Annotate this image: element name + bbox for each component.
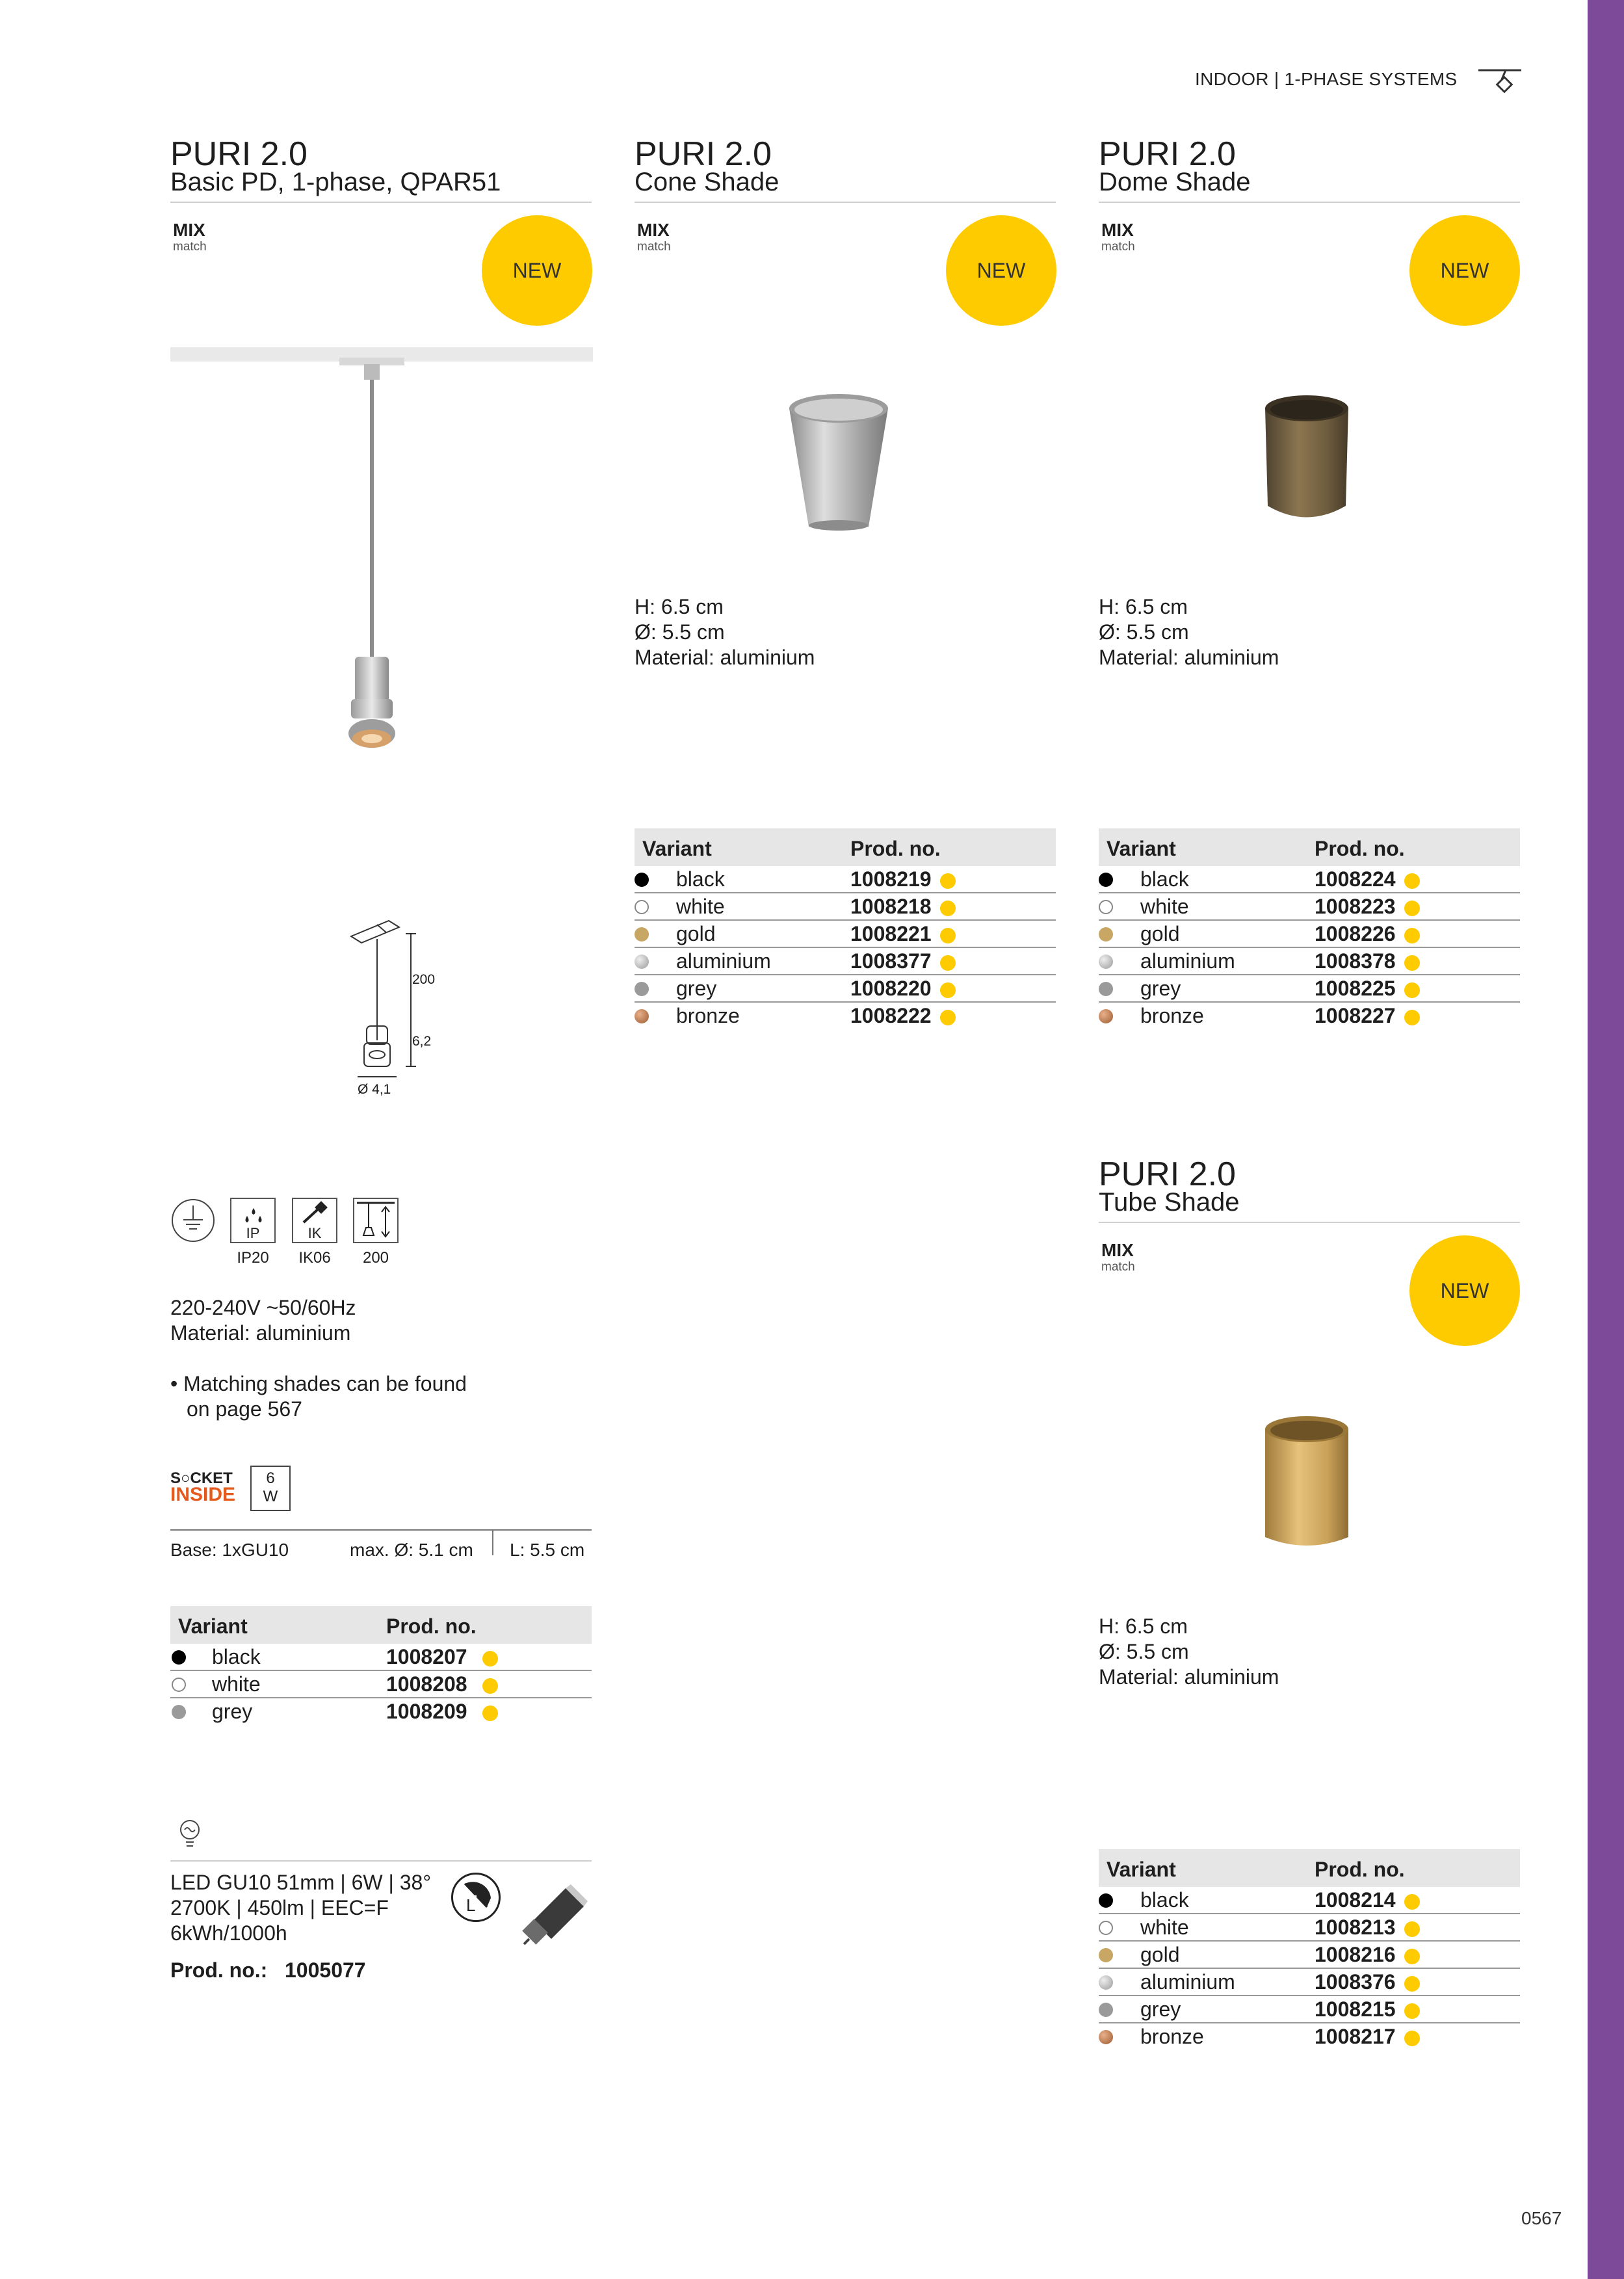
variant-table <box>1099 828 1520 1029</box>
ip-rating-label: IP20 <box>237 1249 269 1267</box>
variant-name: grey <box>1140 977 1181 1000</box>
variant-column-header: Variant <box>1107 1858 1176 1881</box>
mix-label: MIX <box>1101 220 1134 240</box>
shades-note-line1: • Matching shades can be found <box>170 1372 467 1395</box>
color-swatch <box>1099 1975 1113 1990</box>
variant-name: black <box>676 867 725 891</box>
tube-shade-image <box>1255 1410 1359 1553</box>
length-spec: L: 5.5 cm <box>510 1540 585 1560</box>
table-row <box>635 866 1056 893</box>
cable-length-icon <box>353 1198 399 1243</box>
variant-name: grey <box>212 1700 253 1723</box>
variant-column-header: Variant <box>642 837 712 860</box>
product-number: 1008222 <box>850 1004 932 1027</box>
product-number: 1008226 <box>1315 922 1396 945</box>
variant-name: aluminium <box>1140 1970 1235 1994</box>
availability-dot <box>940 873 956 889</box>
table-row <box>170 1698 592 1724</box>
color-swatch <box>1099 2030 1113 2044</box>
table-row <box>1099 948 1520 975</box>
table-row <box>1099 1969 1520 1996</box>
product-title: PURI 2.0 <box>635 135 772 173</box>
product-title: PURI 2.0 <box>1099 1155 1236 1193</box>
variant-name: gold <box>676 922 716 945</box>
color-swatch <box>635 900 649 914</box>
availability-dot <box>1404 873 1420 889</box>
socket-wattage: 6 <box>266 1469 275 1487</box>
product-number: 1008209 <box>386 1700 467 1723</box>
mix-sublabel: match <box>637 240 671 254</box>
dimension-head: 6,2 <box>412 1034 432 1049</box>
variant-column-header: Variant <box>1107 837 1176 860</box>
lamp-icon <box>177 1819 203 1849</box>
color-swatch <box>635 927 649 942</box>
color-swatch <box>1099 982 1113 996</box>
height-spec: H: 6.5 cm <box>1099 595 1188 618</box>
table-header <box>1099 828 1520 866</box>
mix-sublabel: match <box>173 240 207 254</box>
color-swatch <box>635 873 649 887</box>
table-header <box>635 828 1056 866</box>
gu10-bulb-image <box>520 1882 592 1947</box>
diameter-spec: Ø: 5.5 cm <box>1099 620 1189 644</box>
base-row-rule <box>170 1529 592 1531</box>
table-row <box>635 1003 1056 1029</box>
voltage-spec: 220-240V ~50/60Hz <box>170 1296 356 1319</box>
product-subtitle: Dome Shade <box>1099 168 1251 196</box>
product-number: 1008376 <box>1315 1970 1396 1994</box>
variant-name: bronze <box>1140 2025 1204 2048</box>
variant-name: grey <box>676 977 717 1000</box>
base-row-separator <box>492 1529 493 1555</box>
prod-no-column-header: Prod. no. <box>386 1614 477 1638</box>
table-row <box>1099 975 1520 1003</box>
product-number: 1008219 <box>850 867 932 891</box>
product-number: 1008213 <box>1315 1916 1396 1939</box>
height-spec: H: 6.5 cm <box>1099 1614 1188 1638</box>
availability-dot <box>1404 2003 1420 2019</box>
availability-dot <box>1404 1894 1420 1910</box>
dimmable-symbol: L <box>466 1895 476 1915</box>
diameter-spec: Ø: 5.5 cm <box>635 620 725 644</box>
product-number: 1008218 <box>850 895 932 918</box>
color-swatch <box>1099 1893 1113 1908</box>
availability-dot <box>1404 1976 1420 1992</box>
dimmable-icon <box>451 1873 501 1922</box>
pendant-product-image <box>170 345 593 761</box>
title-divider <box>635 202 1056 203</box>
title-divider <box>1099 1222 1520 1223</box>
table-row <box>1099 866 1520 893</box>
availability-dot <box>1404 901 1420 916</box>
product-number: 1008221 <box>850 922 932 945</box>
product-number: 1008208 <box>386 1672 467 1696</box>
product-subtitle: Cone Shade <box>635 168 779 196</box>
color-swatch <box>1099 2003 1113 2017</box>
color-swatch <box>172 1650 186 1665</box>
variant-table <box>170 1606 592 1724</box>
track-system-icon <box>1476 64 1524 94</box>
variant-table <box>1099 1849 1520 2049</box>
product-number: 1008217 <box>1315 2025 1396 2048</box>
color-swatch <box>1099 873 1113 887</box>
variant-name: bronze <box>1140 1004 1204 1027</box>
max-diameter: max. Ø: 5.1 cm <box>350 1540 473 1560</box>
socket-inside-logo-line1: S○CKET <box>170 1469 233 1487</box>
availability-dot <box>1404 1921 1420 1937</box>
ik-rating-icon: IK <box>292 1198 337 1243</box>
variant-name: aluminium <box>1140 949 1235 973</box>
variant-name: grey <box>1140 1997 1181 2021</box>
mix-label: MIX <box>637 220 670 240</box>
variant-column-header: Variant <box>178 1614 248 1638</box>
availability-dot <box>940 955 956 971</box>
dome-shade-image <box>1255 389 1359 533</box>
table-header <box>1099 1849 1520 1887</box>
table-row <box>635 975 1056 1003</box>
availability-dot <box>940 928 956 943</box>
availability-dot <box>1404 982 1420 998</box>
title-divider <box>1099 202 1520 203</box>
prod-no-column-header: Prod. no. <box>1315 1858 1405 1881</box>
material-spec: Material: aluminium <box>635 646 815 669</box>
dimension-drawing <box>338 910 442 1105</box>
availability-dot <box>1404 1949 1420 1964</box>
product-number: 1008223 <box>1315 895 1396 918</box>
availability-dot <box>940 982 956 998</box>
socket-inside-logo-line2: INSIDE <box>170 1484 236 1505</box>
product-subtitle: Tube Shade <box>1099 1188 1240 1217</box>
dimension-diameter: Ø 4,1 <box>358 1082 391 1097</box>
variant-name: gold <box>1140 922 1180 945</box>
product-number: 1008214 <box>1315 1888 1396 1912</box>
product-number: 1008215 <box>1315 1997 1396 2021</box>
prod-no-column-header: Prod. no. <box>1315 837 1405 860</box>
availability-dot <box>482 1706 498 1721</box>
product-number: 1008378 <box>1315 949 1396 973</box>
product-number: 1008207 <box>386 1645 467 1668</box>
color-swatch <box>172 1705 186 1719</box>
socket-wattage-box <box>250 1466 291 1511</box>
variant-name: bronze <box>676 1004 740 1027</box>
availability-dot <box>1404 928 1420 943</box>
table-row <box>1099 893 1520 921</box>
color-swatch <box>1099 927 1113 942</box>
color-swatch <box>1099 955 1113 969</box>
color-swatch <box>1099 900 1113 914</box>
product-title: PURI 2.0 <box>170 135 308 173</box>
table-header <box>170 1606 592 1644</box>
cone-shade-image <box>780 390 897 533</box>
dimension-height: 200 <box>412 972 436 987</box>
product-title: PURI 2.0 <box>1099 135 1236 173</box>
availability-dot <box>940 1010 956 1025</box>
prod-no-column-header: Prod. no. <box>850 837 941 860</box>
product-number: 1008377 <box>850 949 932 973</box>
height-spec: H: 6.5 cm <box>635 595 724 618</box>
product-subtitle: Basic PD, 1-phase, QPAR51 <box>170 168 501 196</box>
table-row <box>635 948 1056 975</box>
ip-rating-icon: IP <box>230 1198 276 1243</box>
product-number: 1008216 <box>1315 1943 1396 1966</box>
lamp-prod-number: 1005077 <box>285 1958 366 1982</box>
lamp-spec-line2: 2700K | 450lm | EEC=F <box>170 1896 389 1919</box>
socket-wattage-unit: W <box>263 1488 278 1505</box>
variant-name: black <box>1140 1888 1189 1912</box>
availability-dot <box>482 1651 498 1666</box>
variant-name: white <box>676 895 725 918</box>
product-number: 1008220 <box>850 977 932 1000</box>
page-number: 0567 <box>1521 2208 1562 2228</box>
section-sidebar <box>1588 0 1624 2279</box>
new-badge: NEW <box>1409 215 1520 326</box>
mix-label: MIX <box>173 220 205 240</box>
table-row <box>1099 2023 1520 2049</box>
table-row <box>1099 921 1520 948</box>
mix-label: MIX <box>1101 1240 1134 1260</box>
cable-length-label: 200 <box>362 1249 389 1267</box>
table-row <box>1099 1942 1520 1969</box>
lamp-divider <box>170 1860 592 1862</box>
mix-sublabel: match <box>1101 1260 1135 1274</box>
material-spec: Material: aluminium <box>1099 1665 1279 1689</box>
new-badge: NEW <box>1409 1235 1520 1346</box>
color-swatch <box>635 955 649 969</box>
mix-sublabel: match <box>1101 240 1135 254</box>
availability-dot <box>1404 1010 1420 1025</box>
product-number: 1008224 <box>1315 867 1396 891</box>
availability-dot <box>940 901 956 916</box>
table-row <box>1099 1996 1520 2023</box>
color-swatch <box>1099 1009 1113 1023</box>
color-swatch <box>635 982 649 996</box>
lamp-prod-label: Prod. no.: <box>170 1958 268 1982</box>
shades-note-line2: on page 567 <box>187 1397 302 1421</box>
color-swatch <box>1099 1921 1113 1935</box>
table-row <box>1099 1887 1520 1914</box>
new-badge: NEW <box>482 215 592 326</box>
title-divider <box>170 202 592 203</box>
color-swatch <box>172 1678 186 1692</box>
new-badge: NEW <box>946 215 1056 326</box>
color-swatch <box>1099 1948 1113 1962</box>
variant-name: white <box>212 1672 261 1696</box>
variant-table <box>635 828 1056 1029</box>
color-swatch <box>635 1009 649 1023</box>
variant-name: gold <box>1140 1943 1180 1966</box>
product-number: 1008227 <box>1315 1004 1396 1027</box>
availability-dot <box>1404 2031 1420 2046</box>
availability-dot <box>1404 955 1420 971</box>
variant-name: white <box>1140 1916 1189 1939</box>
table-row <box>1099 1003 1520 1029</box>
variant-name: aluminium <box>676 949 771 973</box>
material-spec: Material: aluminium <box>170 1321 351 1345</box>
availability-dot <box>482 1678 498 1694</box>
protection-class-icon <box>170 1198 216 1243</box>
ik-rating-label: IK06 <box>298 1249 331 1267</box>
base-type: Base: 1xGU10 <box>170 1540 289 1560</box>
variant-name: black <box>212 1645 261 1668</box>
table-row <box>1099 1914 1520 1942</box>
variant-name: black <box>1140 867 1189 891</box>
material-spec: Material: aluminium <box>1099 646 1279 669</box>
table-row <box>170 1644 592 1671</box>
section-header: INDOOR | 1-PHASE SYSTEMS <box>1195 69 1458 89</box>
table-row <box>635 893 1056 921</box>
diameter-spec: Ø: 5.5 cm <box>1099 1640 1189 1663</box>
lamp-spec-line3: 6kWh/1000h <box>170 1921 287 1945</box>
table-row <box>635 921 1056 948</box>
lamp-spec-line1: LED GU10 51mm | 6W | 38° <box>170 1871 432 1894</box>
table-row <box>170 1671 592 1698</box>
variant-name: white <box>1140 895 1189 918</box>
product-number: 1008225 <box>1315 977 1396 1000</box>
